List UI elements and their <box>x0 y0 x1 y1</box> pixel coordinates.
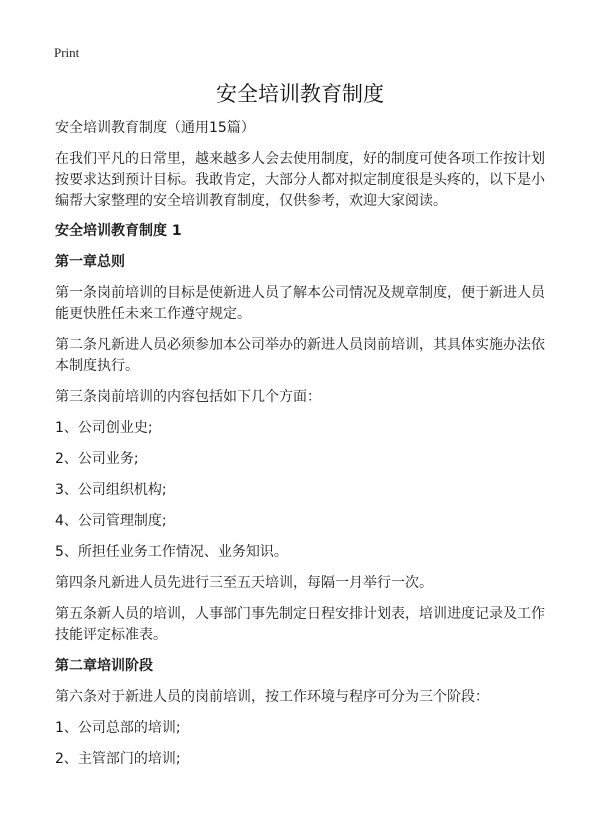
article-paragraph: 第四条凡新进人员先进行三至五天培训，每隔一月举行一次。 <box>55 575 433 591</box>
list-item: 4、公司管理制度; <box>55 513 167 529</box>
article-paragraph: 第二条凡新进人员必须参加本公司举办的新进人员岗前培训，其具体实施办法依本制度执行。 <box>55 337 545 374</box>
print-link[interactable]: Print <box>54 45 80 60</box>
list-item: 1、公司创业史; <box>55 420 153 436</box>
article-paragraph: 第三条岗前培训的内容包括如下几个方面： <box>55 389 321 405</box>
article-paragraph: 第五条新人员的培训，人事部门事先制定日程安排计划表，培训进度记录及工作技能评定标准表。 <box>55 606 545 643</box>
article-paragraph: 第六条对于新进人员的岗前培训，按工作环境与程序可分为三个阶段： <box>55 689 489 705</box>
list-item: 5、所担任业务工作情况、业务知识。 <box>55 544 288 560</box>
chapter-heading: 第二章培训阶段 <box>55 658 153 674</box>
document-subtitle: 安全培训教育制度（通用15篇） <box>55 120 255 136</box>
document-body <box>55 118 555 780</box>
article-paragraph: 第一条岗前培训的目标是使新进人员了解本公司情况及规章制度，便于新进人员能更快胜任未来工作遵守规定。 <box>55 285 545 322</box>
document-title: 安全培训教育制度 <box>216 82 384 106</box>
list-item: 2、公司业务; <box>55 451 139 467</box>
intro-paragraph: 在我们平凡的日常里，越来越多人会去使用制度，好的制度可使各项工作按计划按要求达到预计目标。我敢肯定，大部分人都对拟定制度很是头疼的，以下是小编帮大家整理的安全培训教育制度，仅供参考，欢迎大家阅读。 <box>55 151 545 209</box>
list-item: 1、公司总部的培训; <box>55 720 181 736</box>
list-item: 2、主管部门的培训; <box>55 751 181 767</box>
chapter-heading: 第一章总则 <box>55 254 125 270</box>
section-heading: 安全培训教育制度 1 <box>55 223 182 239</box>
list-item: 3、公司组织机构; <box>55 482 167 498</box>
